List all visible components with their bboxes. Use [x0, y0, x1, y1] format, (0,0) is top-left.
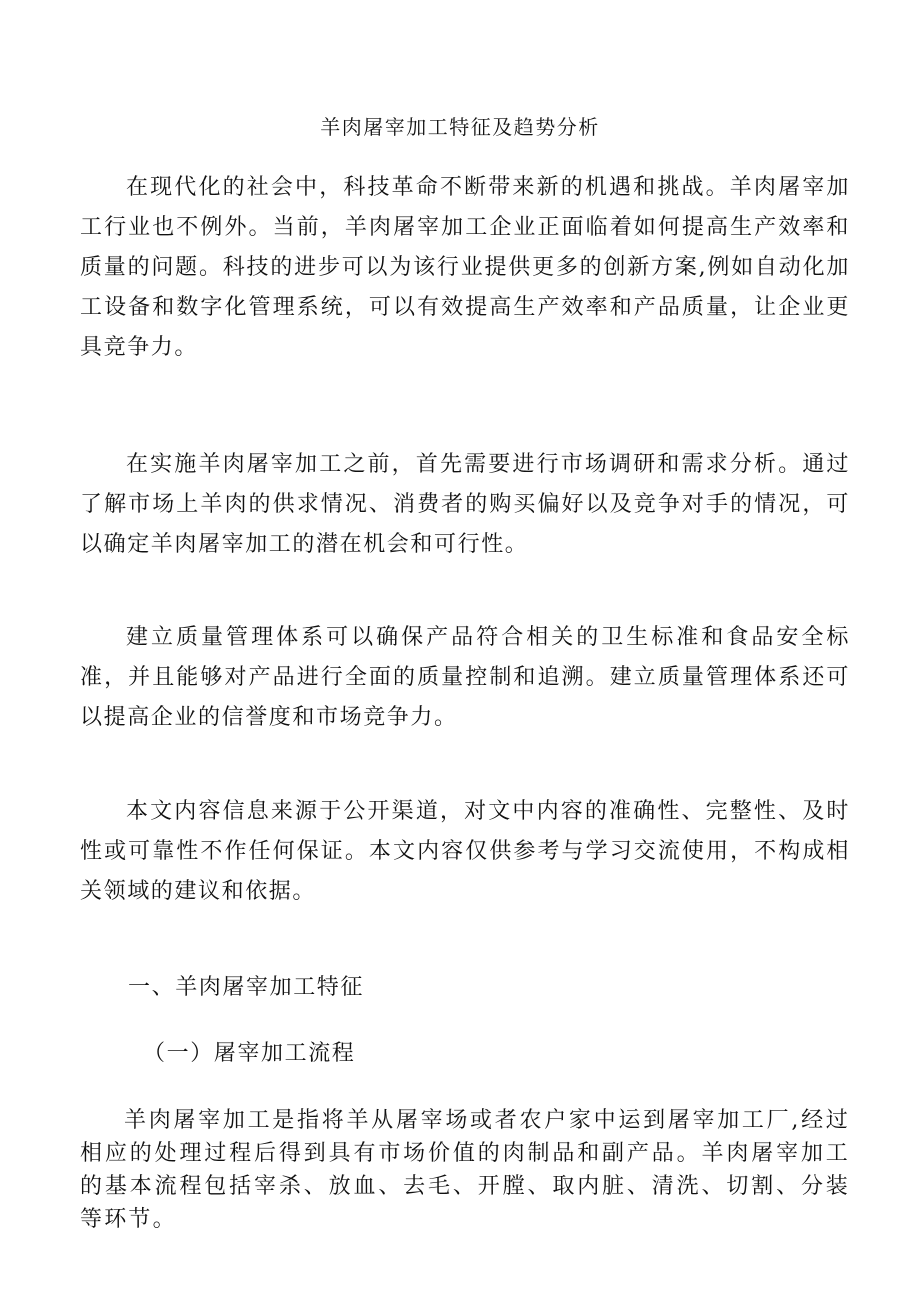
section-heading: 一、羊肉屠宰加工特征 — [128, 975, 365, 1000]
subsection-heading: （一）屠宰加工流程 — [143, 1041, 356, 1066]
paragraph-market-research: 在实施羊肉屠宰加工之前，首先需要进行市场调研和需求分析。通过了解市场上羊肉的供求情况、消费者的购买偏好以及竞争对手的情况，可以确定羊肉屠宰加工的潜在机会和可行性。 — [80, 452, 850, 557]
paragraph-quality-management: 建立质量管理体系可以确保产品符合相关的卫生标准和食品安全标准，并且能够对产品进行全面的质量控制和追溯。建立质量管理体系还可以提高企业的信誉度和市场竞争力。 — [80, 625, 850, 730]
paragraph-intro: 在现代化的社会中，科技革命不断带来新的机遇和挑战。羊肉屠宰加工行业也不例外。当前，羊肉屠宰加工企业正面临着如何提高生产效率和质量的问题。科技的进步可以为该行业提供更多的创新方案,例如自动化加工设备和数字化管理系统，可以有效提高生产效率和产品质量，让企业更具竞争力。 — [80, 175, 850, 360]
document-title: 羊肉屠宰加工特征及趋势分析 — [320, 115, 600, 139]
paragraph-disclaimer: 本文内容信息来源于公开渠道，对文中内容的准确性、完整性、及时性或可靠性不作任何保证。本文内容仅供参考与学习交流使用，不构成相关领域的建议和依据。 — [80, 799, 850, 904]
paragraph-process: 羊肉屠宰加工是指将羊从屠宰场或者农户家中运到屠宰加工厂,经过相应的处理过程后得到具有市场价值的肉制品和副产品。羊肉屠宰加工的基本流程包括宰杀、放血、去毛、开膛、取内脏、清洗、切割、分装等环节。 — [80, 1108, 850, 1232]
